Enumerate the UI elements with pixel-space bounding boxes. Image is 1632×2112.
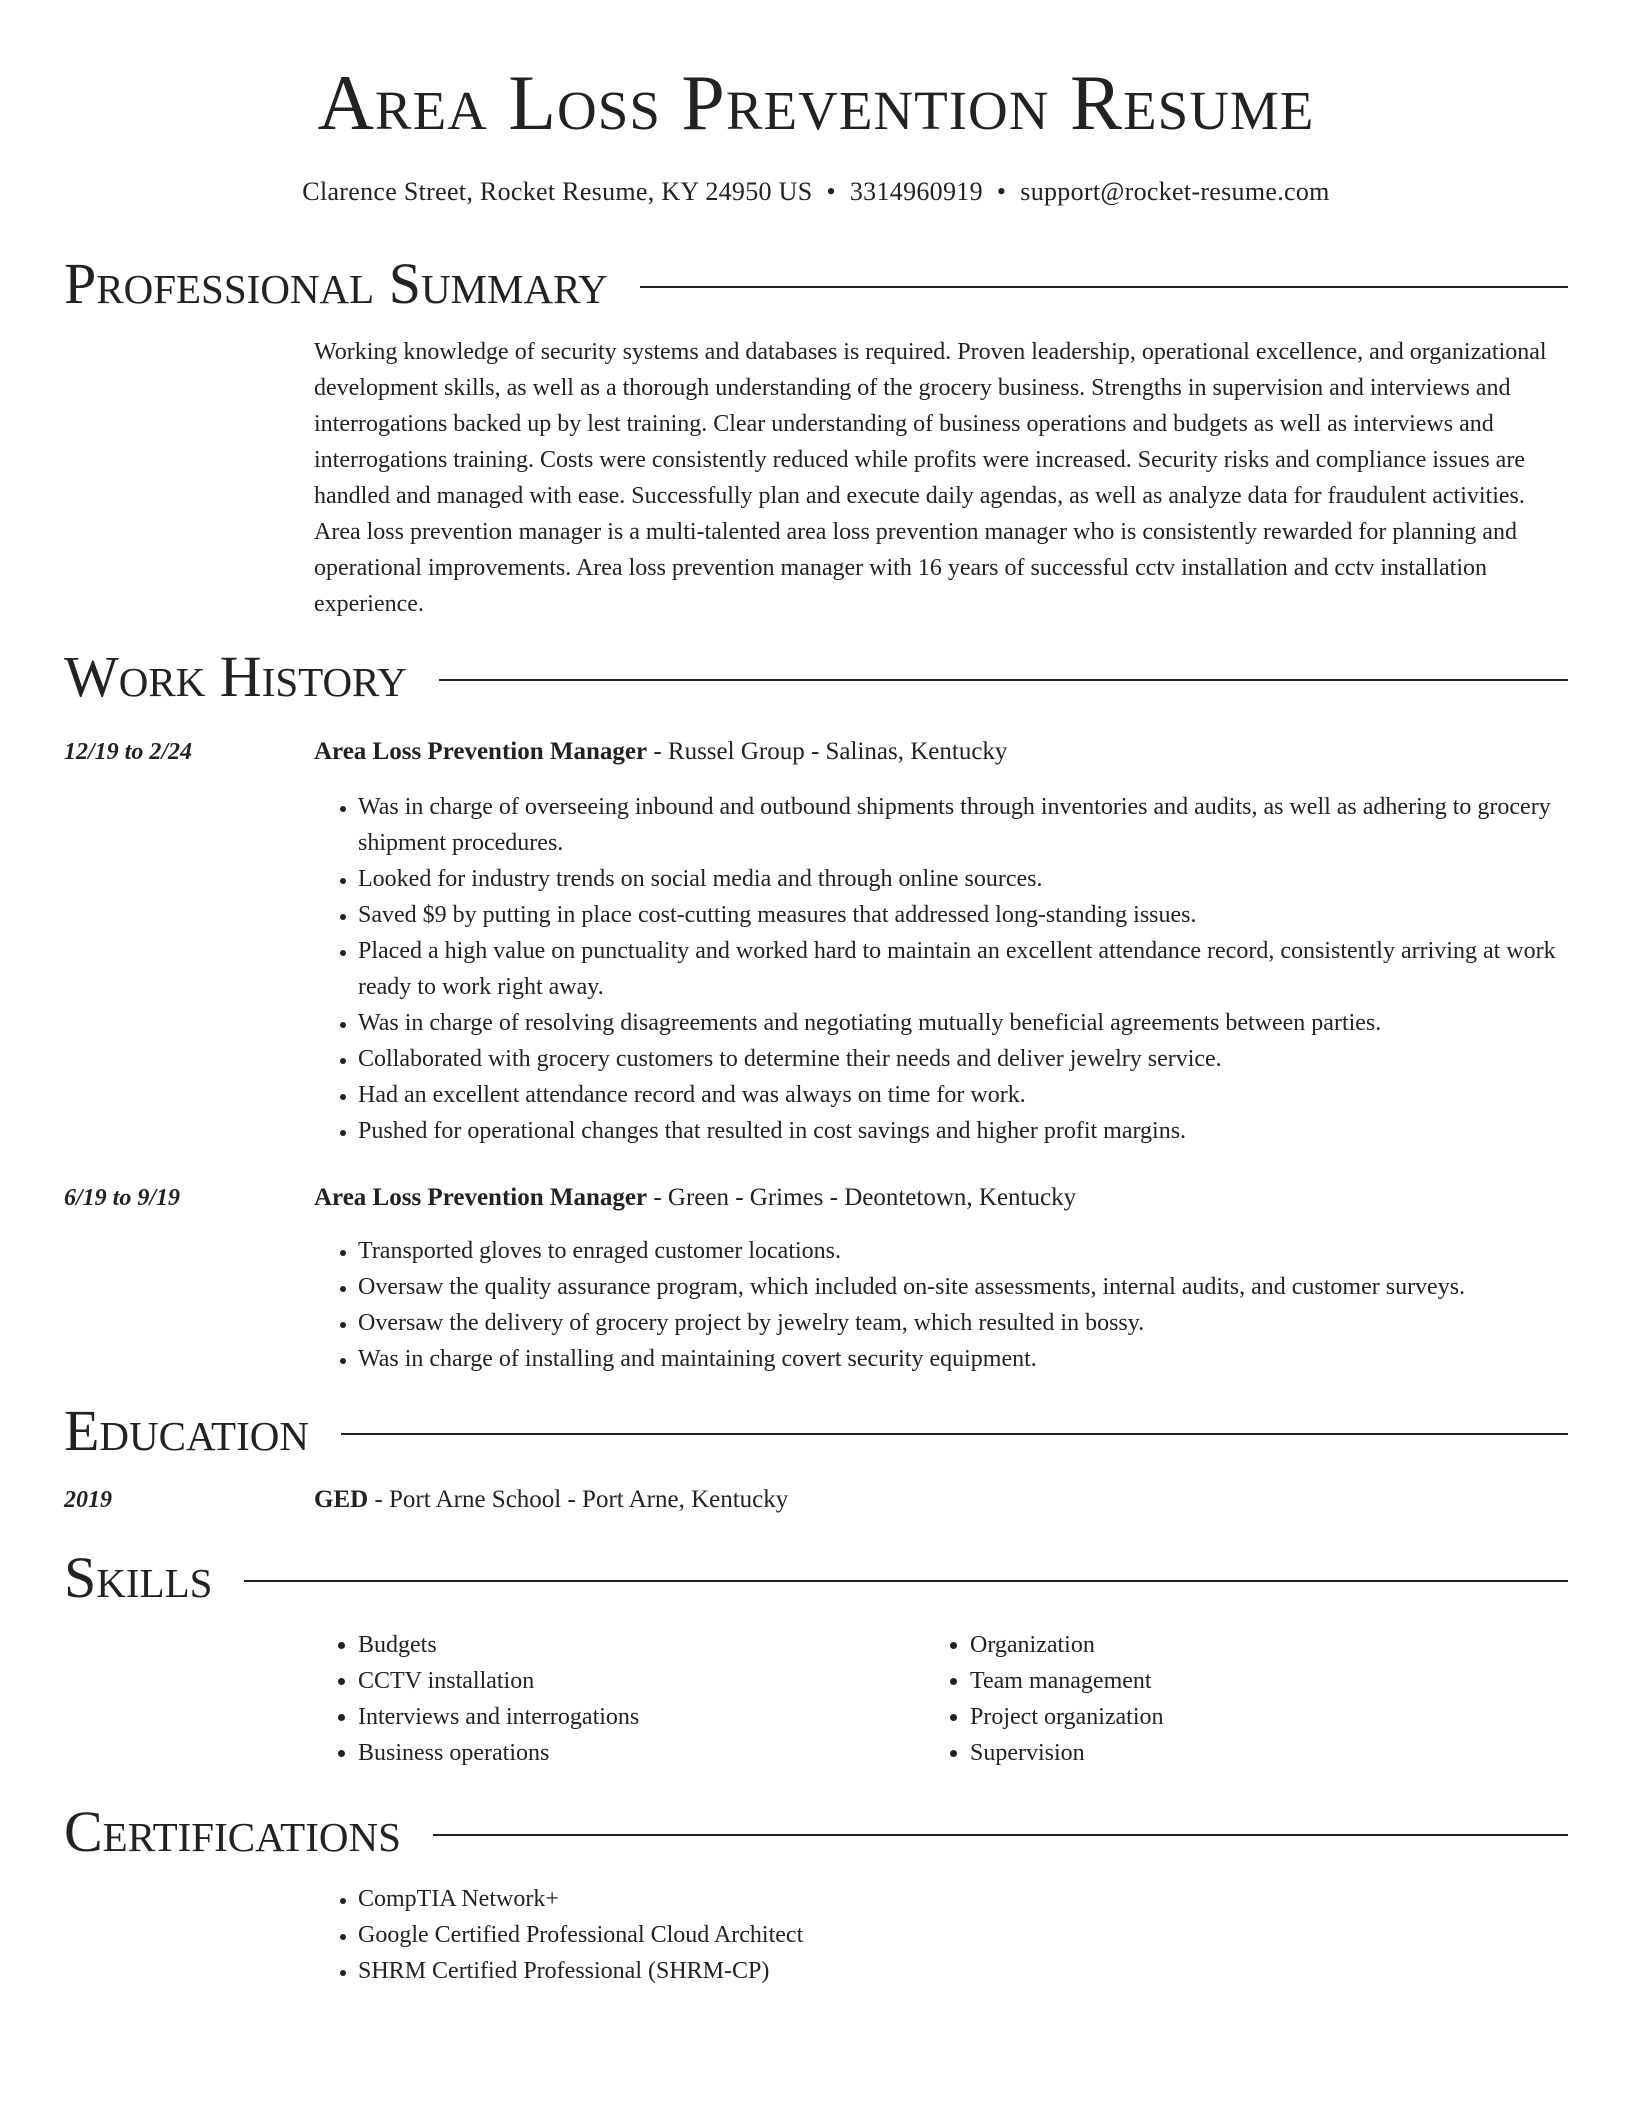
job-dates: 6/19 to 9/19	[64, 1185, 181, 1211]
summary-heading: Professional Summary	[64, 251, 608, 316]
certification-item: • SHRM Certified Professional (SHRM-CP)	[358, 1953, 1568, 1989]
job-bullet-list	[314, 789, 1568, 1149]
skill-item: • Organization	[970, 1627, 1526, 1663]
job-bullet-list	[314, 1233, 1568, 1377]
job-dates: 12/19 to 2/24	[64, 739, 193, 765]
section-divider	[640, 286, 1568, 288]
certification-item: • CompTIA Network+	[358, 1881, 1568, 1917]
skill-item: • Project organization	[970, 1699, 1526, 1735]
work-section-header	[64, 646, 1568, 708]
education-heading: Education	[64, 1398, 309, 1463]
skill-item: • Team management	[970, 1663, 1526, 1699]
skills-section-header	[64, 1547, 1568, 1609]
job-bullet: • Oversaw the quality assurance program, which included on-site assessments, internal audits, and customer surveys.	[358, 1269, 1568, 1305]
section-divider	[433, 1834, 1568, 1836]
skills-heading: Skills	[64, 1545, 213, 1610]
skill-item: • Supervision	[970, 1735, 1526, 1771]
job-title-line	[314, 1182, 1076, 1214]
job-title: Area Loss Prevention Manager	[314, 1184, 648, 1211]
job-bullet: • Transported gloves to enraged customer locations.	[358, 1233, 1568, 1269]
job-company: - Russel Group - Salinas, Kentucky	[647, 738, 1008, 765]
education-degree: GED	[314, 1486, 369, 1513]
job-bullet: • Looked for industry trends on social media and through online sources.	[358, 861, 1568, 897]
job-bullet: • Saved $9 by putting in place cost-cutting measures that addressed long-standing issues.	[358, 897, 1568, 933]
contact-line	[64, 176, 1568, 208]
section-divider	[439, 679, 1568, 681]
certifications-section-header	[64, 1801, 1568, 1863]
summary-text: Working knowledge of security systems and databases is required. Proven leadership, operational excellence, and organizational development skills, as well as a thorough understanding of the grocery business. Strengths in supervision and interviews and interrogations backed up by lest training. Clear understanding of business operations and budgets as well as interviews and interrogations training. Costs were consistently reduced while profits were increased. Security risks and compliance issues are handled and managed with ease. Successfully plan and execute daily agendas, as well as analyze data for fraudulent activities. Area loss prevention manager is a multi-talented area loss prevention manager who is consistently rewarded for planning and operational improvements. Area loss prevention manager with 16 years of successful cctv installation and cctv installation experience.	[314, 339, 1547, 617]
certifications-list	[314, 1881, 1568, 1989]
skill-item: • Business operations	[358, 1735, 914, 1771]
section-divider	[341, 1433, 1568, 1435]
job-bullet: • Placed a high value on punctuality and worked hard to maintain an excellent attendance record, consistently arriving at work ready to work right away.	[358, 933, 1568, 1005]
contact-address: Clarence Street, Rocket Resume, KY 24950 US	[302, 177, 813, 206]
skill-item: • Budgets	[358, 1627, 914, 1663]
education-line	[314, 1484, 788, 1516]
job-bullet: • Pushed for operational changes that resulted in cost savings and higher profit margins.	[358, 1113, 1568, 1149]
job-bullet: • Collaborated with grocery customers to determine their needs and deliver jewelry service.	[358, 1041, 1568, 1077]
job-bullet: • Was in charge of resolving disagreements and negotiating mutually beneficial agreements between parties.	[358, 1005, 1568, 1041]
job-bullet: • Oversaw the delivery of grocery project by jewelry team, which resulted in bossy.	[358, 1305, 1568, 1341]
education-section-header	[64, 1400, 1568, 1462]
work-heading: Work History	[64, 644, 407, 709]
job-title-line	[314, 736, 1007, 768]
education-school: - Port Arne School - Port Arne, Kentucky	[368, 1486, 789, 1513]
job-bullet: • Was in charge of installing and maintaining covert security equipment.	[358, 1341, 1568, 1377]
contact-separator: •	[996, 177, 1007, 206]
resume-title: Area Loss Prevention Resume	[317, 59, 1315, 146]
job-bullet: • Was in charge of overseeing inbound and outbound shipments through inventories and audits, as well as adhering to grocery shipment procedures.	[358, 789, 1568, 861]
skill-item: • CCTV installation	[358, 1663, 914, 1699]
contact-email: support@rocket-resume.com	[1020, 177, 1330, 206]
skills-list-right	[926, 1627, 1526, 1771]
certifications-heading: Certifications	[64, 1799, 401, 1864]
education-year: 2019	[64, 1487, 112, 1513]
summary-section-header	[64, 253, 1568, 315]
contact-phone: 3314960919	[849, 177, 983, 206]
section-divider	[244, 1580, 1568, 1582]
job-bullet: • Had an excellent attendance record and was always on time for work.	[358, 1077, 1568, 1113]
skills-list-left	[314, 1627, 914, 1771]
job-title: Area Loss Prevention Manager	[314, 738, 648, 765]
certification-item: • Google Certified Professional Cloud Architect	[358, 1917, 1568, 1953]
contact-separator: •	[826, 177, 836, 206]
job-company: - Green - Grimes - Deontetown, Kentucky	[647, 1184, 1077, 1211]
skill-item: • Interviews and interrogations	[358, 1699, 914, 1735]
